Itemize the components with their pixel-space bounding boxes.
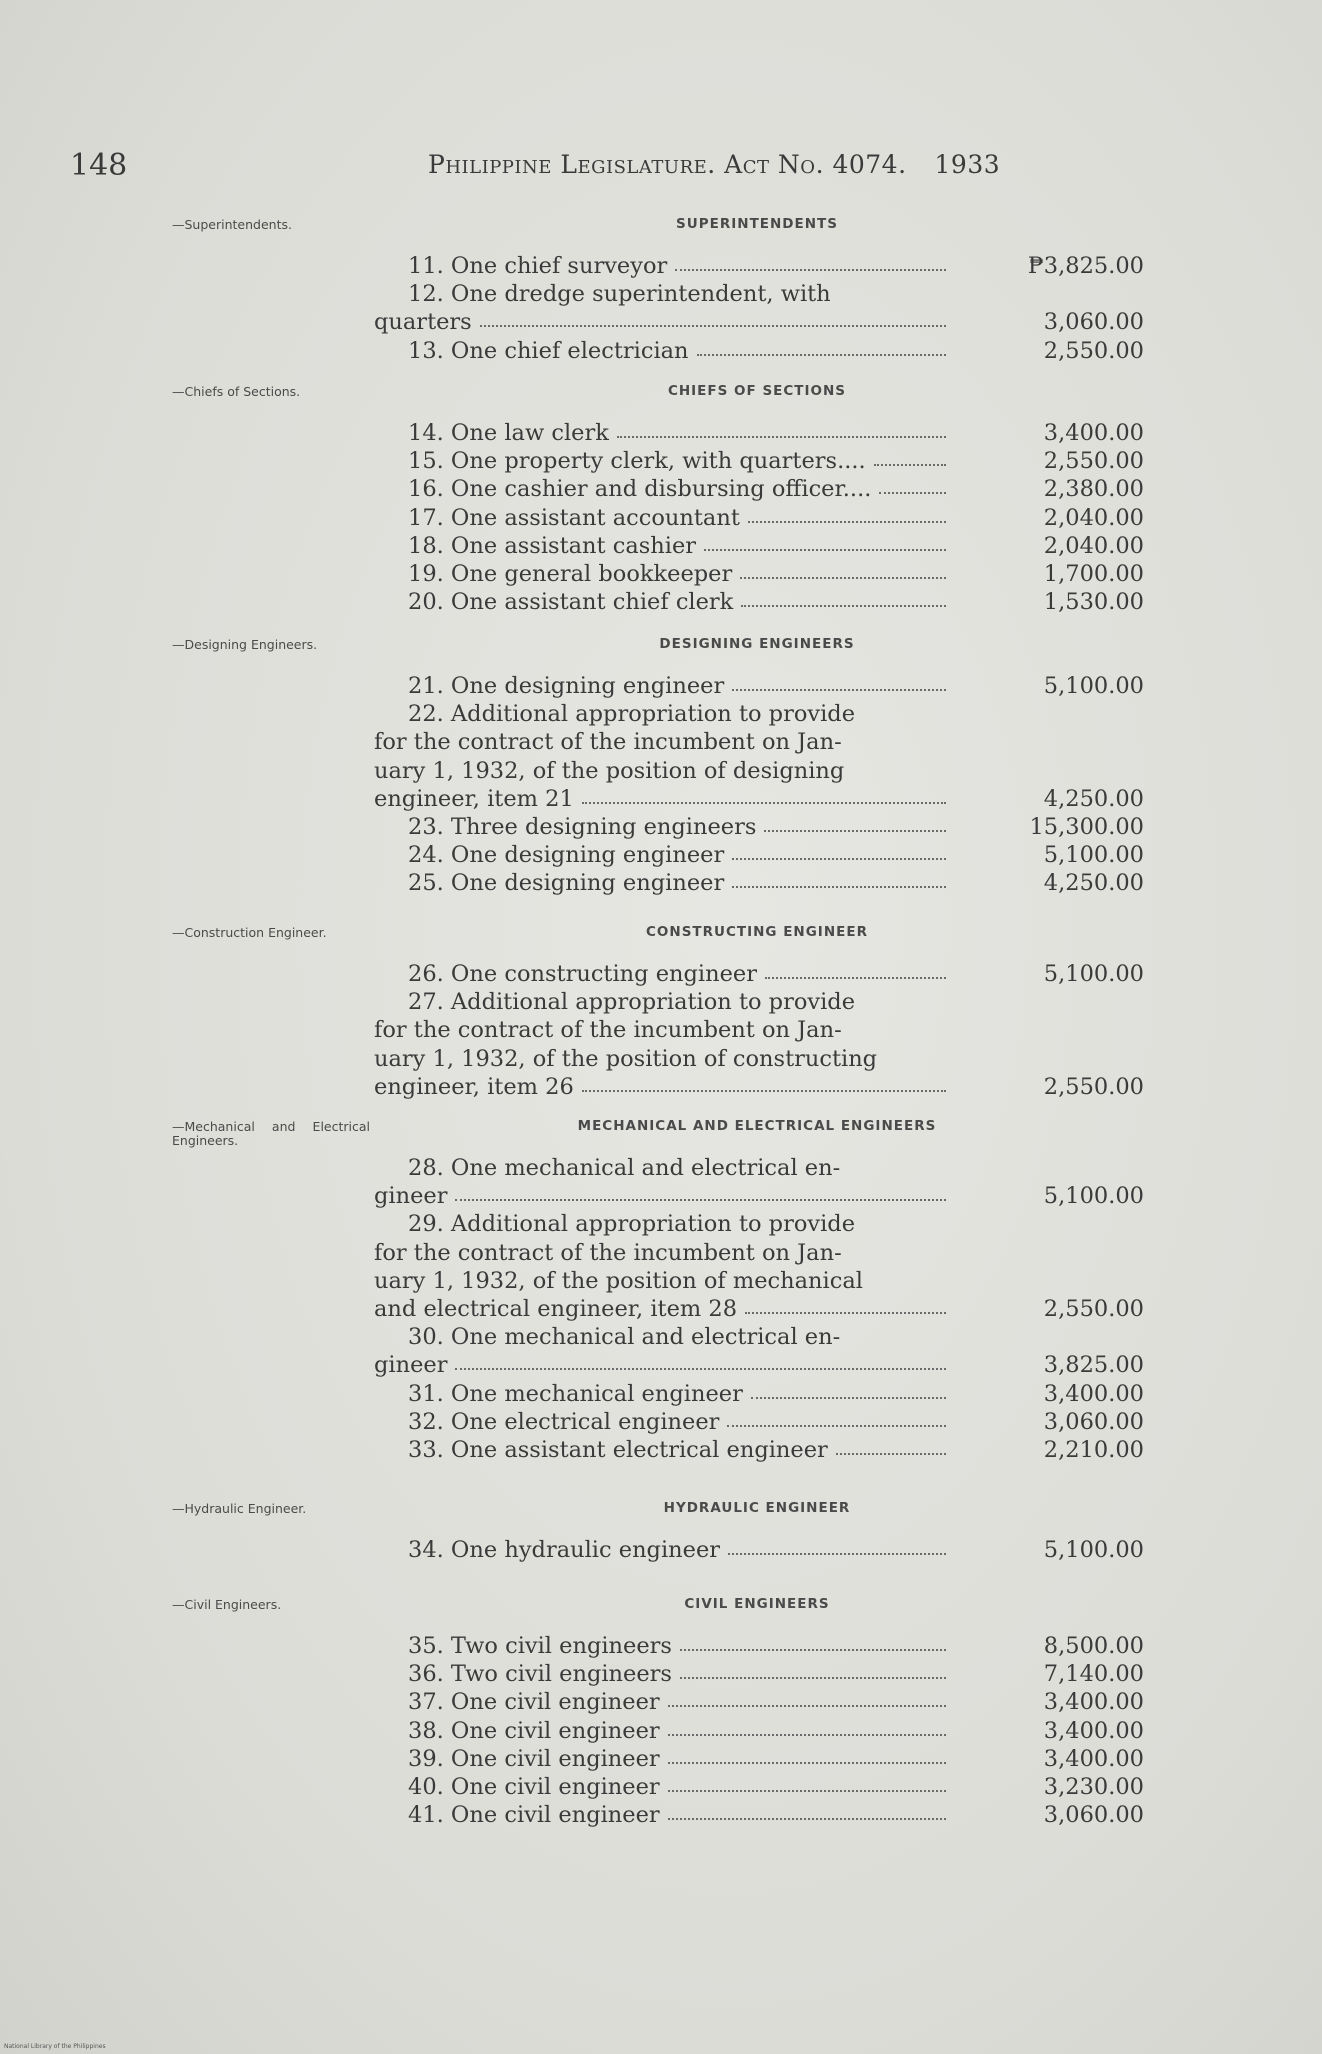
line-item-amount: 1,530.00 xyxy=(1043,589,1144,616)
line-item xyxy=(0,588,1322,616)
line-item-text: 20. One assistant chief clerk xyxy=(408,589,734,616)
dot-leader xyxy=(582,800,946,804)
line-item xyxy=(0,869,1322,897)
line-item xyxy=(0,813,1322,841)
dot-leader xyxy=(668,1788,946,1792)
line-item-amount: 3,230.00 xyxy=(1043,1774,1144,1800)
line-item-text: 14. One law clerk xyxy=(408,420,609,446)
line-item xyxy=(0,504,1322,532)
line-item-text: 28. One mechanical and electrical en- xyxy=(408,1155,841,1181)
line-item xyxy=(0,308,1322,336)
line-item xyxy=(0,757,1322,785)
line-item-amount: 5,100.00 xyxy=(1043,961,1144,987)
line-item xyxy=(0,1351,1322,1379)
dot-leader xyxy=(668,1760,946,1764)
line-item-text: 21. One designing engineer xyxy=(408,673,725,699)
line-item xyxy=(0,785,1322,813)
running-head-year: 1933 xyxy=(934,150,1001,179)
dot-leader xyxy=(740,575,946,579)
line-item xyxy=(0,1436,1322,1464)
line-item xyxy=(0,1239,1322,1267)
running-head xyxy=(428,150,1000,179)
line-item-text: 12. One dredge superintendent, with xyxy=(408,281,831,308)
dot-leader xyxy=(480,323,946,327)
line-item-text: gineer xyxy=(374,1183,448,1210)
line-item-amount: 7,140.00 xyxy=(1043,1661,1144,1688)
line-item xyxy=(0,1688,1322,1716)
line-item xyxy=(0,252,1322,280)
line-item-text: 37. One civil engineer xyxy=(408,1689,660,1716)
dot-leader xyxy=(732,884,946,888)
line-item-amount: 8,500.00 xyxy=(1043,1633,1144,1659)
line-item xyxy=(0,1536,1322,1564)
line-item-text: 39. One civil engineer xyxy=(408,1745,660,1772)
line-item xyxy=(0,988,1322,1016)
line-item-text: uary 1, 1932, of the position of designing xyxy=(374,757,845,784)
line-item-text: 34. One hydraulic engineer xyxy=(408,1537,721,1563)
line-item xyxy=(0,1801,1322,1829)
section-heading: CHIEFS OF SECTIONS xyxy=(667,383,847,399)
dot-leader xyxy=(764,828,946,832)
line-item-text: 23. Three designing engineers xyxy=(408,814,757,840)
line-item xyxy=(0,1660,1322,1688)
dot-leader xyxy=(704,547,946,551)
line-item-text: 15. One property clerk, with quarters.... xyxy=(408,448,866,475)
line-item-amount: 2,550.00 xyxy=(1043,1296,1144,1322)
line-item-text: for the contract of the incumbent on Jan- xyxy=(374,1239,842,1266)
line-item xyxy=(0,1267,1322,1295)
dot-leader xyxy=(732,856,946,860)
line-item-amount: 3,400.00 xyxy=(1043,1380,1144,1407)
dot-leader xyxy=(727,1423,946,1427)
line-item-amount: 3,060.00 xyxy=(1043,309,1144,336)
line-item-amount: 1,700.00 xyxy=(1043,561,1144,587)
dot-leader xyxy=(836,1451,946,1455)
line-item-text: 40. One civil engineer xyxy=(408,1774,660,1800)
line-item-text: 36. Two civil engineers xyxy=(408,1661,672,1688)
line-item-text: engineer, item 26 xyxy=(374,1073,574,1100)
line-item xyxy=(0,475,1322,503)
dot-leader xyxy=(668,1703,946,1707)
line-item xyxy=(0,841,1322,869)
line-item xyxy=(0,1210,1322,1238)
line-item-text: 30. One mechanical and electrical en- xyxy=(408,1324,841,1351)
dot-leader xyxy=(680,1647,946,1651)
line-item xyxy=(0,1408,1322,1436)
line-item-text: 38. One civil engineer xyxy=(408,1717,660,1744)
line-item xyxy=(0,1154,1322,1182)
line-item-amount: 5,100.00 xyxy=(1043,1183,1144,1210)
section-heading: DESIGNING ENGINEERS xyxy=(659,636,855,652)
line-item-text: and electrical engineer, item 28 xyxy=(374,1296,738,1322)
line-item xyxy=(0,1717,1322,1745)
line-item-amount: 2,040.00 xyxy=(1043,504,1144,531)
line-item xyxy=(0,728,1322,756)
line-item xyxy=(0,672,1322,700)
section-heading: SUPERINTENDENTS xyxy=(676,216,838,232)
line-item-amount: 5,100.00 xyxy=(1043,1537,1144,1563)
dot-leader xyxy=(675,267,946,271)
page-number: 148 xyxy=(70,148,128,183)
line-item xyxy=(0,1182,1322,1210)
dot-leader xyxy=(455,1197,946,1201)
line-item-text: 27. Additional appropriation to provide xyxy=(408,989,856,1016)
line-item-text: 31. One mechanical engineer xyxy=(408,1380,743,1407)
section-heading: HYDRAULIC ENGINEER xyxy=(663,1500,851,1516)
line-item-amount: 3,400.00 xyxy=(1043,1689,1144,1716)
line-item xyxy=(0,1073,1322,1101)
line-item-amount: 4,250.00 xyxy=(1043,785,1144,812)
line-item xyxy=(0,447,1322,475)
line-item-text: 32. One electrical engineer xyxy=(408,1408,720,1435)
line-item-amount: 2,550.00 xyxy=(1043,337,1144,364)
line-item xyxy=(0,1632,1322,1660)
line-item-text: 13. One chief electrician xyxy=(408,337,689,364)
line-item-amount: 2,210.00 xyxy=(1043,1437,1144,1463)
line-item xyxy=(0,700,1322,728)
line-item xyxy=(0,560,1322,588)
line-item xyxy=(0,1773,1322,1801)
dot-leader xyxy=(582,1088,946,1092)
dot-leader xyxy=(728,1551,946,1555)
line-item-text: 24. One designing engineer xyxy=(408,842,725,869)
line-item-amount: 15,300.00 xyxy=(1029,814,1144,840)
running-head-title: Philippine Legislature. Act No. 4074. xyxy=(428,150,907,179)
margin-note: —Hydraulic Engineer. xyxy=(172,1501,307,1516)
dot-leader xyxy=(874,462,946,466)
line-item-amount: ₱3,825.00 xyxy=(1027,253,1144,279)
line-item xyxy=(0,419,1322,447)
line-item-amount: 3,400.00 xyxy=(1043,1745,1144,1772)
dot-leader xyxy=(751,1395,946,1399)
line-item-amount: 2,380.00 xyxy=(1043,476,1144,503)
line-item-text: 29. Additional appropriation to provide xyxy=(408,1211,856,1238)
line-item xyxy=(0,1045,1322,1073)
line-item-text: 22. Additional appropriation to provide xyxy=(408,701,856,728)
line-item xyxy=(0,280,1322,308)
margin-note: —Chiefs of Sections. xyxy=(172,384,301,399)
line-item-text: 17. One assistant accountant xyxy=(408,504,740,531)
footer-credit: National Library of the Philippines xyxy=(4,2043,106,2050)
line-item-text: uary 1, 1932, of the position of mechanical xyxy=(374,1267,863,1294)
line-item-text: 19. One general bookkeeper xyxy=(408,561,733,587)
dot-leader xyxy=(697,352,946,356)
line-item-text: for the contract of the incumbent on Jan- xyxy=(374,729,842,756)
margin-note: —Construction Engineer. xyxy=(172,925,327,940)
line-item-amount: 2,040.00 xyxy=(1043,532,1144,559)
line-item-text: 35. Two civil engineers xyxy=(408,1633,672,1659)
line-item-text: 25. One designing engineer xyxy=(408,870,725,897)
page-header xyxy=(70,148,1090,188)
dot-leader xyxy=(668,1732,946,1736)
dot-leader xyxy=(668,1816,946,1820)
line-item-amount: 5,100.00 xyxy=(1043,842,1144,869)
line-item-text: 11. One chief surveyor xyxy=(408,253,668,279)
line-item-text: 41. One civil engineer xyxy=(408,1802,660,1829)
line-item xyxy=(0,1380,1322,1408)
margin-note: —Civil Engineers. xyxy=(172,1597,282,1612)
section-heading: CONSTRUCTING ENGINEER xyxy=(646,924,868,940)
line-item xyxy=(0,1295,1322,1323)
line-item-amount: 2,550.00 xyxy=(1043,1073,1144,1100)
line-item-text: uary 1, 1932, of the position of constructing xyxy=(374,1045,878,1072)
line-item xyxy=(0,1016,1322,1044)
line-item-amount: 3,400.00 xyxy=(1043,1717,1144,1744)
line-item-amount: 3,060.00 xyxy=(1043,1802,1144,1829)
line-item xyxy=(0,960,1322,988)
dot-leader xyxy=(617,434,946,438)
line-item xyxy=(0,337,1322,365)
line-item-amount: 3,825.00 xyxy=(1043,1352,1144,1379)
line-item-text: 18. One assistant cashier xyxy=(408,532,697,559)
line-item-amount: 5,100.00 xyxy=(1043,673,1144,699)
line-item-text: 16. One cashier and disbursing officer.... xyxy=(408,476,872,503)
line-item-amount: 3,400.00 xyxy=(1043,420,1144,446)
margin-note: —Designing Engineers. xyxy=(172,637,318,652)
dot-leader xyxy=(680,1675,946,1679)
line-item xyxy=(0,1323,1322,1351)
line-item xyxy=(0,532,1322,560)
dot-leader xyxy=(765,975,946,979)
line-item-text: 33. One assistant electrical engineer xyxy=(408,1437,828,1463)
dot-leader xyxy=(748,519,946,523)
dot-leader xyxy=(741,603,946,607)
line-item-text: gineer xyxy=(374,1352,448,1379)
dot-leader xyxy=(879,490,946,494)
line-item-text: engineer, item 21 xyxy=(374,785,574,812)
section-heading: MECHANICAL AND ELECTRICAL ENGINEERS xyxy=(577,1118,937,1134)
line-item-text: quarters xyxy=(374,309,472,336)
line-item-amount: 4,250.00 xyxy=(1043,870,1144,897)
line-item-amount: 3,060.00 xyxy=(1043,1408,1144,1435)
margin-note: —Superintendents. xyxy=(172,217,292,232)
line-item-amount: 2,550.00 xyxy=(1043,448,1144,475)
line-item-text: for the contract of the incumbent on Jan- xyxy=(374,1017,842,1044)
dot-leader xyxy=(732,687,946,691)
dot-leader xyxy=(745,1310,946,1314)
dot-leader xyxy=(455,1366,946,1370)
line-item xyxy=(0,1745,1322,1773)
margin-note: —Mechanical and Electrical Engineers. xyxy=(172,1119,370,1148)
line-item-text: 26. One constructing engineer xyxy=(408,961,757,987)
section-heading: CIVIL ENGINEERS xyxy=(684,1596,830,1612)
